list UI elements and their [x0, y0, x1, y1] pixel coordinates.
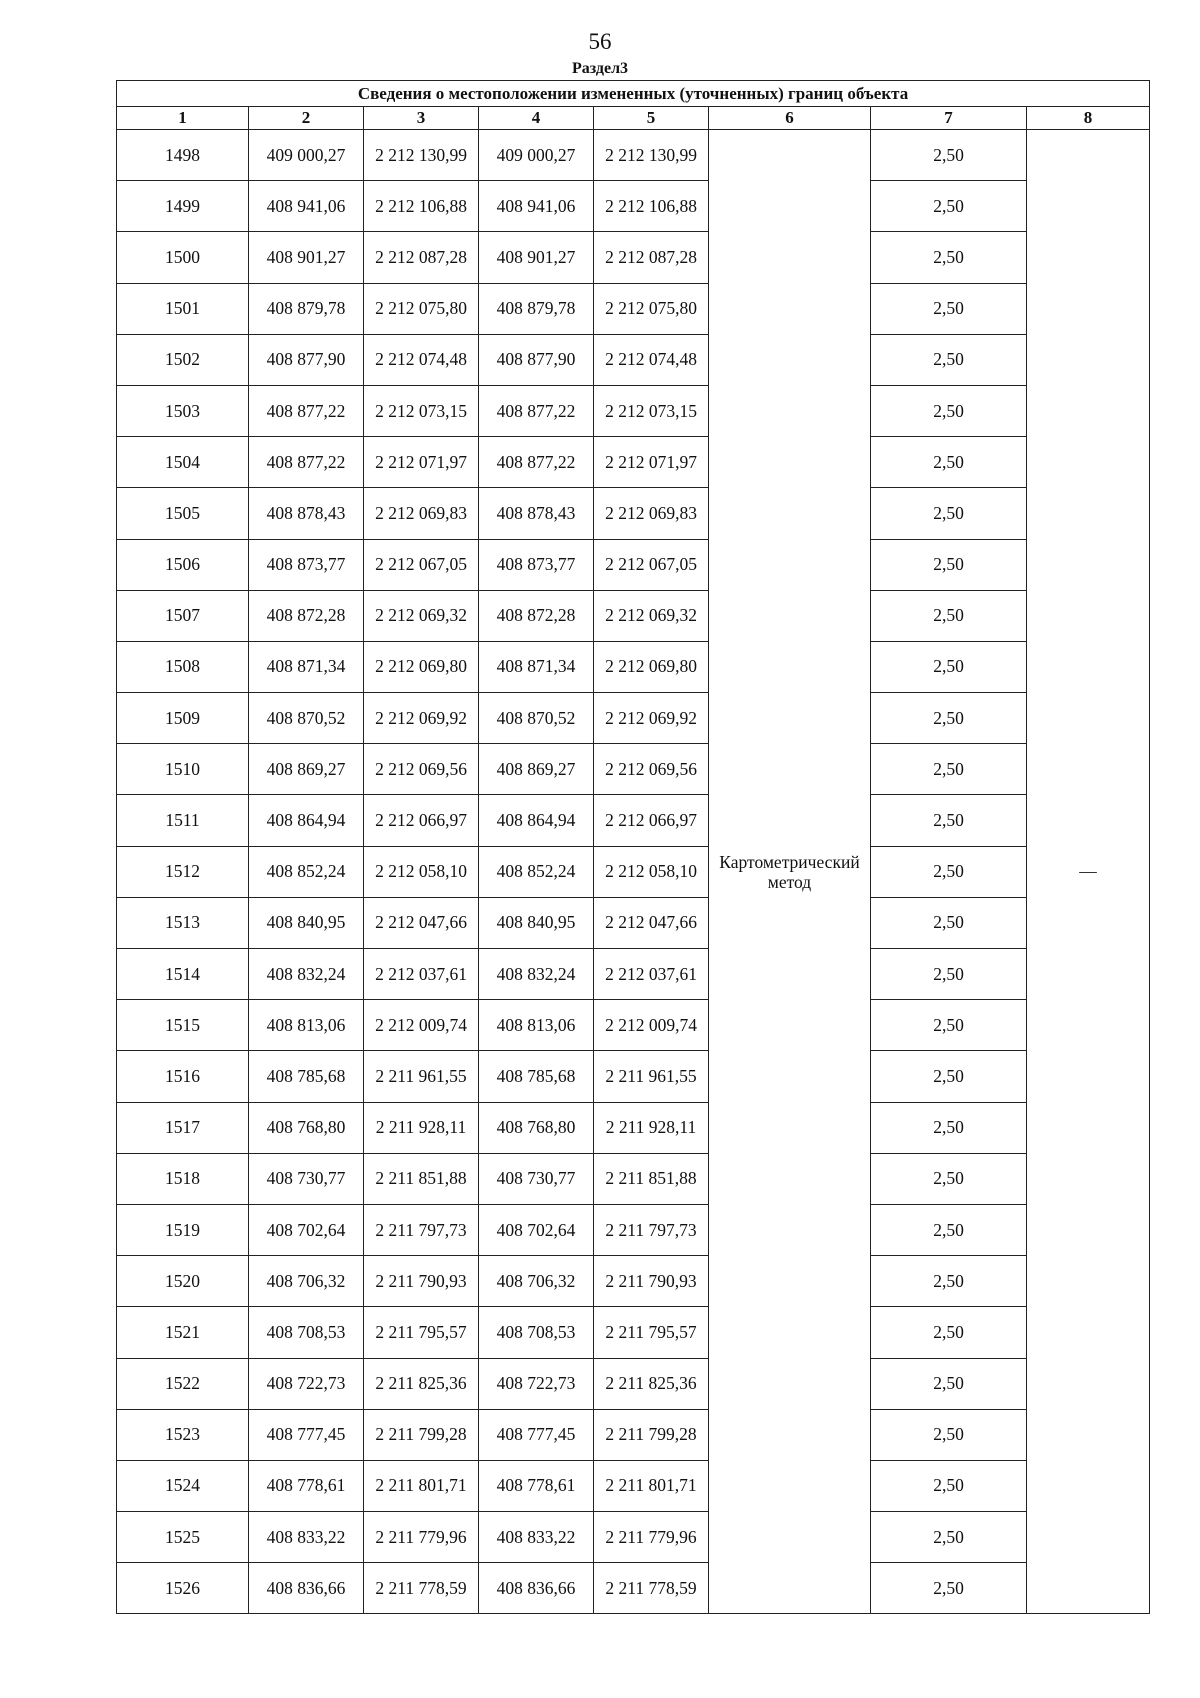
x-old-cell: 408 833,22: [249, 1512, 364, 1563]
x-old-cell: 408 777,45: [249, 1409, 364, 1460]
x-old-cell: 408 878,43: [249, 488, 364, 539]
x-new-cell: 408 877,90: [479, 334, 594, 385]
y-old-cell: 2 212 071,97: [364, 437, 479, 488]
y-new-cell: 2 211 795,57: [594, 1307, 709, 1358]
point-number-cell: 1508: [117, 641, 249, 692]
x-old-cell: 408 872,28: [249, 590, 364, 641]
accuracy-cell: 2,50: [871, 488, 1027, 539]
method-cell: Картометрический метод: [709, 130, 871, 1614]
x-new-cell: 408 813,06: [479, 1000, 594, 1051]
accuracy-cell: 2,50: [871, 949, 1027, 1000]
y-new-cell: 2 212 069,56: [594, 744, 709, 795]
table-row: [117, 1153, 1150, 1204]
point-number-cell: 1512: [117, 846, 249, 897]
x-old-cell: 408 852,24: [249, 846, 364, 897]
x-new-cell: 408 878,43: [479, 488, 594, 539]
y-old-cell: 2 212 073,15: [364, 385, 479, 436]
y-new-cell: 2 211 851,88: [594, 1153, 709, 1204]
y-new-cell: 2 212 037,61: [594, 949, 709, 1000]
x-old-cell: 408 840,95: [249, 897, 364, 948]
table-row: [117, 130, 1150, 181]
y-new-cell: 2 212 067,05: [594, 539, 709, 590]
accuracy-cell: 2,50: [871, 130, 1027, 181]
y-new-cell: 2 211 790,93: [594, 1256, 709, 1307]
accuracy-cell: 2,50: [871, 1460, 1027, 1511]
x-new-cell: 408 706,32: [479, 1256, 594, 1307]
point-number-cell: 1516: [117, 1051, 249, 1102]
table-row: [117, 1307, 1150, 1358]
table-row: [117, 846, 1150, 897]
x-old-cell: 408 877,22: [249, 385, 364, 436]
y-old-cell: 2 212 074,48: [364, 334, 479, 385]
point-number-cell: 1498: [117, 130, 249, 181]
y-old-cell: 2 212 069,56: [364, 744, 479, 795]
y-new-cell: 2 212 074,48: [594, 334, 709, 385]
y-old-cell: 2 211 779,96: [364, 1512, 479, 1563]
column-header-4: 4: [479, 107, 594, 130]
x-old-cell: 408 813,06: [249, 1000, 364, 1051]
table-row: [117, 1204, 1150, 1255]
x-new-cell: 408 877,22: [479, 385, 594, 436]
x-old-cell: 408 832,24: [249, 949, 364, 1000]
x-new-cell: 408 778,61: [479, 1460, 594, 1511]
x-new-cell: 408 877,22: [479, 437, 594, 488]
column-8-cell: —: [1027, 130, 1150, 1614]
y-old-cell: 2 211 851,88: [364, 1153, 479, 1204]
x-new-cell: 408 722,73: [479, 1358, 594, 1409]
y-new-cell: 2 211 801,71: [594, 1460, 709, 1511]
x-new-cell: 408 730,77: [479, 1153, 594, 1204]
y-new-cell: 2 212 130,99: [594, 130, 709, 181]
point-number-cell: 1517: [117, 1102, 249, 1153]
point-number-cell: 1505: [117, 488, 249, 539]
x-new-cell: 408 864,94: [479, 795, 594, 846]
table-row: [117, 1460, 1150, 1511]
point-number-cell: 1522: [117, 1358, 249, 1409]
y-new-cell: 2 212 075,80: [594, 283, 709, 334]
page-number: 56: [588, 29, 612, 54]
y-new-cell: 2 212 069,83: [594, 488, 709, 539]
x-new-cell: 408 869,27: [479, 744, 594, 795]
table-row: [117, 437, 1150, 488]
y-old-cell: 2 211 825,36: [364, 1358, 479, 1409]
point-number-cell: 1510: [117, 744, 249, 795]
x-old-cell: 408 877,90: [249, 334, 364, 385]
table-row: [117, 897, 1150, 948]
point-number-cell: 1501: [117, 283, 249, 334]
accuracy-cell: 2,50: [871, 897, 1027, 948]
accuracy-cell: 2,50: [871, 1512, 1027, 1563]
point-number-cell: 1521: [117, 1307, 249, 1358]
point-number-cell: 1509: [117, 693, 249, 744]
y-old-cell: 2 212 009,74: [364, 1000, 479, 1051]
accuracy-cell: 2,50: [871, 590, 1027, 641]
x-old-cell: 408 870,52: [249, 693, 364, 744]
x-old-cell: 408 941,06: [249, 181, 364, 232]
y-new-cell: 2 212 106,88: [594, 181, 709, 232]
x-new-cell: 408 768,80: [479, 1102, 594, 1153]
y-new-cell: 2 212 009,74: [594, 1000, 709, 1051]
point-number-cell: 1504: [117, 437, 249, 488]
y-old-cell: 2 211 799,28: [364, 1409, 479, 1460]
y-new-cell: 2 212 069,92: [594, 693, 709, 744]
x-new-cell: 408 702,64: [479, 1204, 594, 1255]
x-new-cell: 408 832,24: [479, 949, 594, 1000]
table-row: [117, 283, 1150, 334]
accuracy-cell: 2,50: [871, 1102, 1027, 1153]
table-row: [117, 232, 1150, 283]
accuracy-cell: 2,50: [871, 641, 1027, 692]
table-body: [117, 130, 1150, 1614]
y-old-cell: 2 212 069,80: [364, 641, 479, 692]
x-old-cell: 408 873,77: [249, 539, 364, 590]
accuracy-cell: 2,50: [871, 693, 1027, 744]
accuracy-cell: 2,50: [871, 1051, 1027, 1102]
y-old-cell: 2 211 801,71: [364, 1460, 479, 1511]
x-old-cell: 408 836,66: [249, 1563, 364, 1614]
x-old-cell: 408 730,77: [249, 1153, 364, 1204]
accuracy-cell: 2,50: [871, 181, 1027, 232]
point-number-cell: 1520: [117, 1256, 249, 1307]
x-old-cell: 408 768,80: [249, 1102, 364, 1153]
x-old-cell: 408 901,27: [249, 232, 364, 283]
x-new-cell: 408 708,53: [479, 1307, 594, 1358]
point-number-cell: 1514: [117, 949, 249, 1000]
column-header-3: 3: [364, 107, 479, 130]
boundary-coordinates-table: [116, 80, 1150, 1614]
table-row: [117, 641, 1150, 692]
y-new-cell: 2 211 928,11: [594, 1102, 709, 1153]
y-new-cell: 2 212 066,97: [594, 795, 709, 846]
y-old-cell: 2 212 106,88: [364, 181, 479, 232]
accuracy-cell: 2,50: [871, 795, 1027, 846]
accuracy-cell: 2,50: [871, 334, 1027, 385]
x-new-cell: 408 941,06: [479, 181, 594, 232]
x-new-cell: 408 873,77: [479, 539, 594, 590]
column-header-2: 2: [249, 107, 364, 130]
x-new-cell: 408 879,78: [479, 283, 594, 334]
table-row: [117, 693, 1150, 744]
x-new-cell: 408 871,34: [479, 641, 594, 692]
x-old-cell: 408 706,32: [249, 1256, 364, 1307]
table-row: [117, 1358, 1150, 1409]
y-old-cell: 2 211 795,57: [364, 1307, 479, 1358]
point-number-cell: 1503: [117, 385, 249, 436]
y-new-cell: 2 211 961,55: [594, 1051, 709, 1102]
accuracy-cell: 2,50: [871, 232, 1027, 283]
table-header-row: [117, 107, 1150, 130]
table-row: [117, 334, 1150, 385]
column-header-5: 5: [594, 107, 709, 130]
accuracy-cell: 2,50: [871, 1307, 1027, 1358]
x-old-cell: 408 869,27: [249, 744, 364, 795]
accuracy-cell: 2,50: [871, 1563, 1027, 1614]
y-new-cell: 2 212 069,80: [594, 641, 709, 692]
y-old-cell: 2 212 047,66: [364, 897, 479, 948]
y-old-cell: 2 211 778,59: [364, 1563, 479, 1614]
x-new-cell: 408 901,27: [479, 232, 594, 283]
accuracy-cell: 2,50: [871, 846, 1027, 897]
y-old-cell: 2 212 075,80: [364, 283, 479, 334]
y-new-cell: 2 211 825,36: [594, 1358, 709, 1409]
point-number-cell: 1506: [117, 539, 249, 590]
table-row: [117, 1563, 1150, 1614]
accuracy-cell: 2,50: [871, 1256, 1027, 1307]
point-number-cell: 1499: [117, 181, 249, 232]
y-old-cell: 2 211 790,93: [364, 1256, 479, 1307]
x-old-cell: 408 722,73: [249, 1358, 364, 1409]
x-old-cell: 408 864,94: [249, 795, 364, 846]
x-old-cell: 408 778,61: [249, 1460, 364, 1511]
x-new-cell: 408 833,22: [479, 1512, 594, 1563]
point-number-cell: 1515: [117, 1000, 249, 1051]
y-new-cell: 2 212 071,97: [594, 437, 709, 488]
point-number-cell: 1507: [117, 590, 249, 641]
y-old-cell: 2 211 961,55: [364, 1051, 479, 1102]
column-header-6: 6: [709, 107, 871, 130]
point-number-cell: 1511: [117, 795, 249, 846]
accuracy-cell: 2,50: [871, 437, 1027, 488]
table-row: [117, 488, 1150, 539]
y-old-cell: 2 212 087,28: [364, 232, 479, 283]
y-new-cell: 2 212 087,28: [594, 232, 709, 283]
x-new-cell: 408 785,68: [479, 1051, 594, 1102]
x-old-cell: 408 877,22: [249, 437, 364, 488]
x-new-cell: 408 836,66: [479, 1563, 594, 1614]
point-number-cell: 1525: [117, 1512, 249, 1563]
point-number-cell: 1500: [117, 232, 249, 283]
y-old-cell: 2 212 069,83: [364, 488, 479, 539]
accuracy-cell: 2,50: [871, 1409, 1027, 1460]
y-new-cell: 2 211 797,73: [594, 1204, 709, 1255]
accuracy-cell: 2,50: [871, 1358, 1027, 1409]
accuracy-cell: 2,50: [871, 539, 1027, 590]
x-old-cell: 408 702,64: [249, 1204, 364, 1255]
point-number-cell: 1526: [117, 1563, 249, 1614]
y-new-cell: 2 212 069,32: [594, 590, 709, 641]
y-old-cell: 2 212 037,61: [364, 949, 479, 1000]
x-new-cell: 409 000,27: [479, 130, 594, 181]
accuracy-cell: 2,50: [871, 1204, 1027, 1255]
point-number-cell: 1518: [117, 1153, 249, 1204]
table-row: [117, 385, 1150, 436]
table-row: [117, 1409, 1150, 1460]
table-row: [117, 795, 1150, 846]
table-row: [117, 181, 1150, 232]
section-title: Раздел3: [571, 60, 629, 77]
x-new-cell: 408 870,52: [479, 693, 594, 744]
table-row: [117, 1051, 1150, 1102]
y-new-cell: 2 211 778,59: [594, 1563, 709, 1614]
accuracy-cell: 2,50: [871, 1153, 1027, 1204]
y-old-cell: 2 212 069,32: [364, 590, 479, 641]
y-old-cell: 2 212 069,92: [364, 693, 479, 744]
y-old-cell: 2 212 130,99: [364, 130, 479, 181]
y-old-cell: 2 212 066,97: [364, 795, 479, 846]
column-header-7: 7: [871, 107, 1027, 130]
table-row: [117, 1102, 1150, 1153]
point-number-cell: 1502: [117, 334, 249, 385]
y-new-cell: 2 212 047,66: [594, 897, 709, 948]
point-number-cell: 1523: [117, 1409, 249, 1460]
column-header-1: 1: [117, 107, 249, 130]
column-header-8: 8: [1027, 107, 1150, 130]
point-number-cell: 1519: [117, 1204, 249, 1255]
accuracy-cell: 2,50: [871, 1000, 1027, 1051]
y-old-cell: 2 212 067,05: [364, 539, 479, 590]
x-old-cell: 408 785,68: [249, 1051, 364, 1102]
table-caption: Сведения о местоположении измененных (уточненных) границ объекта: [117, 81, 1150, 107]
table-row: [117, 1256, 1150, 1307]
table-row: [117, 590, 1150, 641]
point-number-cell: 1524: [117, 1460, 249, 1511]
accuracy-cell: 2,50: [871, 744, 1027, 795]
accuracy-cell: 2,50: [871, 385, 1027, 436]
x-old-cell: 408 871,34: [249, 641, 364, 692]
x-new-cell: 408 872,28: [479, 590, 594, 641]
table-row: [117, 744, 1150, 795]
x-old-cell: 409 000,27: [249, 130, 364, 181]
x-new-cell: 408 852,24: [479, 846, 594, 897]
table-row: [117, 1000, 1150, 1051]
y-new-cell: 2 212 073,15: [594, 385, 709, 436]
x-new-cell: 408 777,45: [479, 1409, 594, 1460]
x-old-cell: 408 879,78: [249, 283, 364, 334]
y-new-cell: 2 212 058,10: [594, 846, 709, 897]
y-old-cell: 2 211 797,73: [364, 1204, 479, 1255]
y-old-cell: 2 212 058,10: [364, 846, 479, 897]
table-row: [117, 539, 1150, 590]
x-new-cell: 408 840,95: [479, 897, 594, 948]
table-row: [117, 1512, 1150, 1563]
y-old-cell: 2 211 928,11: [364, 1102, 479, 1153]
accuracy-cell: 2,50: [871, 283, 1027, 334]
y-new-cell: 2 211 799,28: [594, 1409, 709, 1460]
table-row: [117, 949, 1150, 1000]
x-old-cell: 408 708,53: [249, 1307, 364, 1358]
point-number-cell: 1513: [117, 897, 249, 948]
y-new-cell: 2 211 779,96: [594, 1512, 709, 1563]
